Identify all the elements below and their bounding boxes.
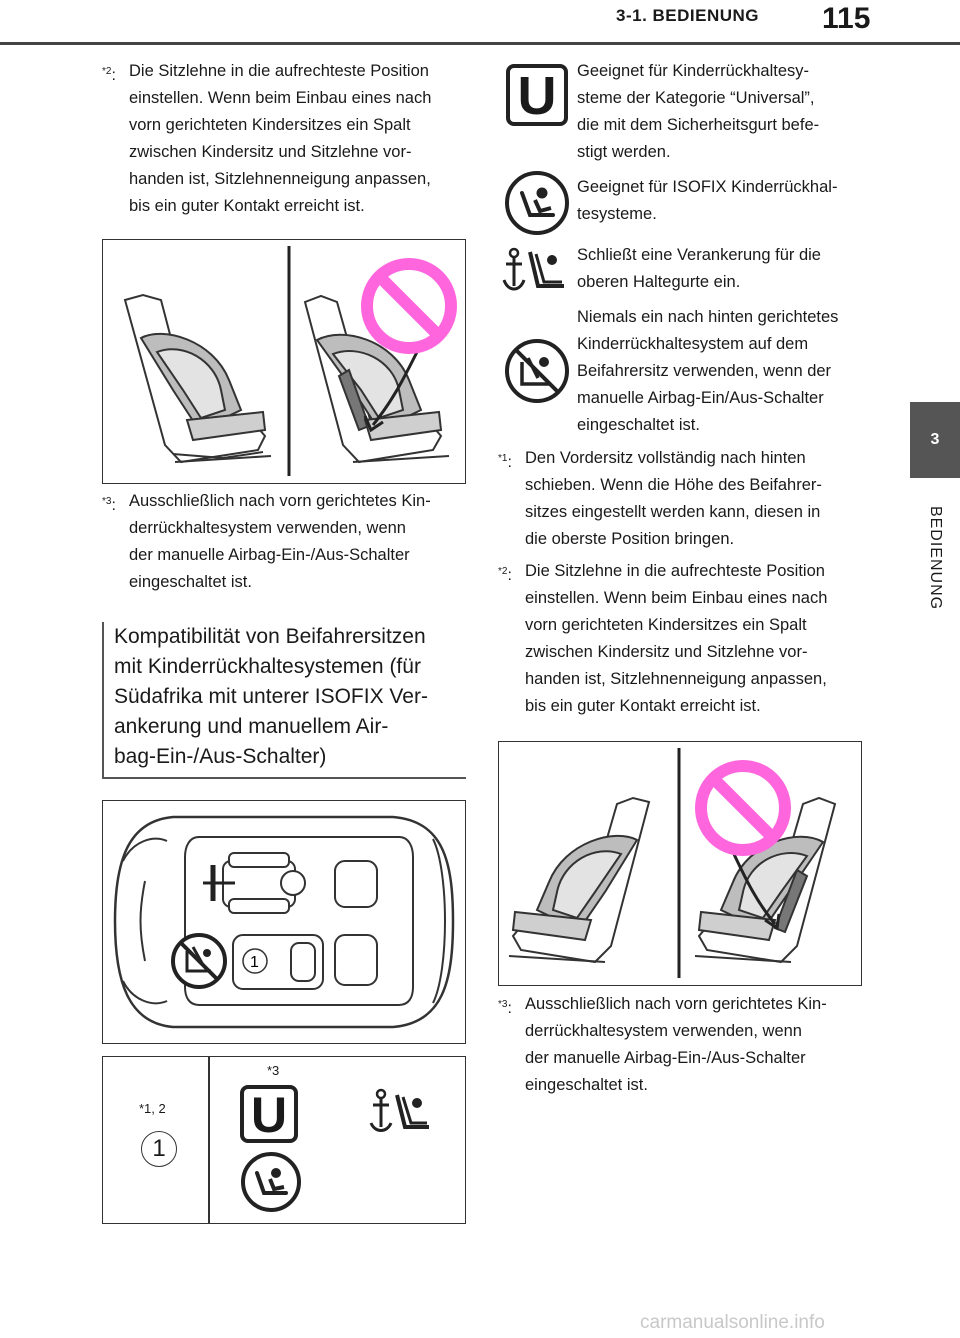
legend-universal-text: Geeignet für Kinderrückhaltesy- steme der Kategorie “Universal”, die mit dem Sicherheitsgurt befe- stigt werden.	[577, 62, 820, 161]
seat-gap-illustration-2	[498, 741, 862, 986]
right-note-2: $^{*2}$: Die Sitzlehne in die aufrechteste Position einstellen. Wenn beim Einbau eines nach vorn gerichteten Kindersitzes ein Spalt zwischen Kindersitz und Sitzlehne vor- handen ist, Sitzlehnenneigung anpassen, bis ein guter Kontakt erreicht ist.	[498, 562, 828, 715]
universal-u-icon: U	[506, 64, 568, 126]
top-tether-anchor-icon	[500, 246, 570, 296]
heading-rule-bottom	[102, 777, 466, 779]
top-tether-anchor-icon	[367, 1087, 433, 1139]
table-col2-label: *3	[267, 1063, 280, 1078]
car-topview-diagram	[102, 800, 466, 1044]
chapter-tab-number: 3	[910, 402, 960, 478]
compatibility-table	[102, 1056, 466, 1224]
isofix-child-seat-icon	[504, 170, 570, 236]
right-note-1: $^{*1}$: Den Vordersitz vollständig nach hinten schieben. Wenn die Höhe des Beifahrer- sitzes eingestellt werden kann, diesen in die oberste Position bringen.	[498, 449, 822, 548]
section-title: 3-1. BEDIENUNG	[616, 6, 760, 25]
table-divider	[208, 1057, 210, 1223]
page-number: 115	[822, 2, 871, 35]
seat-adjustment-svg	[103, 240, 464, 482]
prohibited-rear-facing-icon	[504, 338, 570, 404]
seat-left	[125, 295, 271, 462]
universal-u-icon: U	[240, 1085, 298, 1143]
seat-number-label: 1	[250, 954, 259, 971]
legend-anchor-text: Schließt eine Verankerung für die oberen Haltegurte ein.	[577, 246, 821, 291]
left-note-2: $^{*2}$: Die Sitzlehne in die aufrechteste Position einstellen. Wenn beim Einbau eines nach vorn gerichteten Kindersitzes ein Spalt zwischen Kindersitz und Sitzlehne vor- handen ist, Sitzlehnenneigung anpassen, bis ein guter Kontakt erreicht ist.	[102, 62, 432, 215]
left-note-3: $^{*3}$: Ausschließlich nach vorn gerichtetes Kin- derrückhaltesystem verwenden, wenn der manuelle Airbag-Ein-/Aus-Schalter eingeschaltet ist.	[102, 492, 431, 591]
watermark: carmanualsonline.info	[640, 1312, 825, 1333]
isofix-child-seat-icon	[240, 1151, 302, 1213]
legend-isofix-text: Geeignet für ISOFIX Kinderrückhal- tesysteme.	[577, 178, 838, 223]
table-col1-label: *1, 2	[139, 1101, 166, 1116]
seat-left-2	[509, 798, 649, 962]
table-seat-number: 1	[141, 1131, 177, 1167]
right-note-3: $^{*3}$: Ausschließlich nach vorn gerichtetes Kin- derrückhaltesystem verwenden, wenn der manuelle Airbag-Ein-/Aus-Schalter eingeschaltet ist.	[498, 995, 827, 1094]
seat-gap-illustration	[102, 239, 466, 484]
prohibition-icon	[367, 264, 451, 348]
car-topview-svg	[103, 801, 464, 1042]
header-rule	[0, 42, 960, 45]
prohibition-icon	[701, 766, 785, 850]
prohibited-rear-facing-icon	[173, 935, 225, 987]
seat-adjustment-svg-2	[499, 742, 860, 984]
section-heading: Kompatibilität von Beifahrersitzen mit Kinderrückhaltesystemen (für Südafrika mit unterer ISOFIX Ver- ankerung und manuellem Air- bag-Ein-/Aus-Schalter)	[114, 625, 428, 768]
chapter-tab-label: BEDIENUNG	[927, 505, 944, 611]
legend-prohibited-text: Niemals ein nach hinten gerichtetes Kinderrückhaltesystem auf dem Beifahrersitz verwenden, wenn der manuelle Airbag-Ein/Aus-Schalter eingeschaltet ist.	[577, 308, 839, 434]
